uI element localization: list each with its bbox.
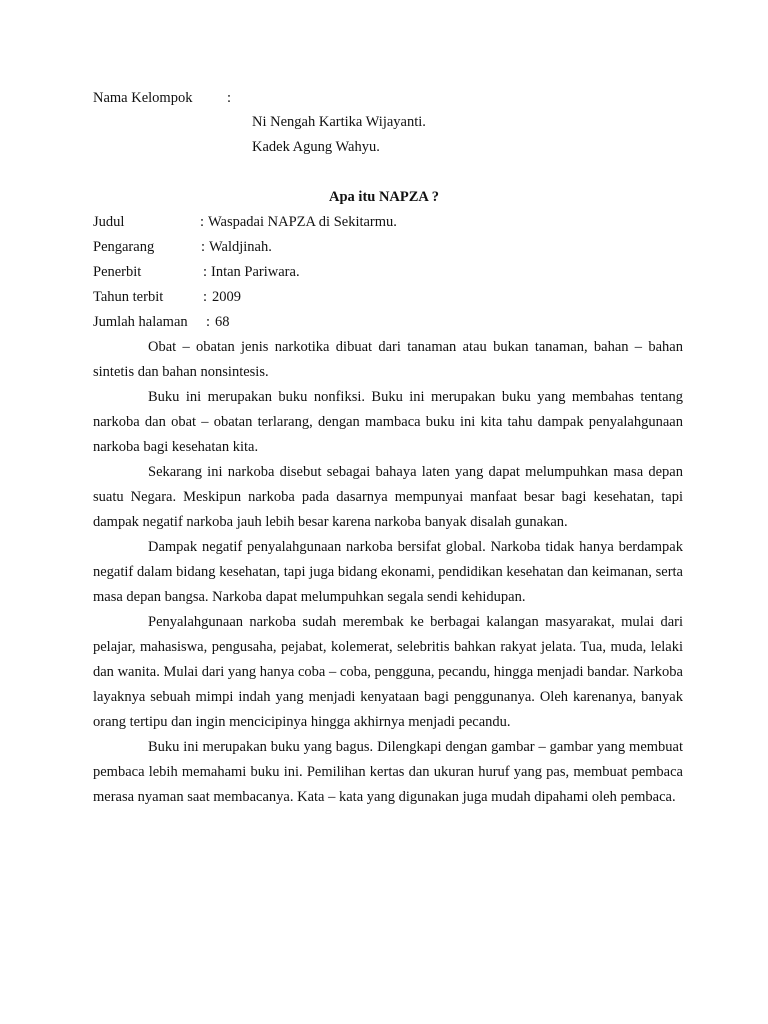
info-label-judul: Judul: [93, 214, 125, 230]
info-value-penerbit: Intan Pariwara.: [211, 264, 300, 280]
info-sep: :: [201, 239, 206, 255]
info-sep: :: [200, 214, 205, 230]
group-label: Nama Kelompok: [93, 90, 193, 106]
info-sep: :: [206, 314, 211, 330]
paragraph: Penyalahgunaan narkoba sudah merembak ke berbagai kalangan masyarakat, mulai dari pelajar, mahasiswa, pengusaha, pejabat, kolemerat, selebritis bahkan rakyat jelata. Tua, muda, lelaki dan wanita. Mulai dari yang hanya coba – coba, pengguna, pecandu, hingga menjadi bandar. Narkoba layaknya sebuah mimpi indah yang menjadi kenyataan bagi penggunanya. Oleh karenanya, banyak orang tertipu dan ingin mencicipinya hingga akhirnya menjadi pecandu.: [93, 614, 683, 730]
paragraph: Obat – obatan jenis narkotika dibuat dari tanaman atau bukan tanaman, bahan – bahan sintetis dan bahan nonsintesis.: [93, 339, 683, 380]
info-label-tahun-terbit: Tahun terbit: [93, 289, 164, 305]
info-value-tahun-terbit: 2009: [212, 289, 241, 305]
paragraph: Sekarang ini narkoba disebut sebagai bahaya laten yang dapat melumpuhkan masa depan suatu Negara. Meskipun narkoba pada dasarnya mempunyai manfaat besar bagi kesehatan, tapi dampak negatif narkoba jauh lebih besar karena narkoba banyak disalah gunakan.: [93, 464, 683, 530]
document-title: Apa itu NAPZA ?: [329, 189, 439, 205]
paragraph: Dampak negatif penyalahgunaan narkoba bersifat global. Narkoba tidak hanya berdampak negatif dalam bidang kesehatan, tapi juga bidang ekonami, pendidikan kesehatan dan keimanan, serta masa depan bangsa. Narkoba dapat melumpuhkan segala sendi kehidupan.: [93, 539, 683, 605]
paragraph: Buku ini merupakan buku nonfiksi. Buku ini merupakan buku yang membahas tentang narkoba dan obat – obatan terlarang, dengan mambaca buku ini kita tahu dampak penyalahgunaan narkoba bagi kesehatan kita.: [93, 389, 683, 455]
info-value-pengarang: Waldjinah.: [209, 239, 272, 255]
info-value-judul: Waspadai NAPZA di Sekitarmu.: [208, 214, 397, 230]
group-member: Kadek Agung Wahyu.: [252, 139, 380, 155]
info-sep: :: [203, 289, 208, 305]
group-member: Ni Nengah Kartika Wijayanti.: [252, 114, 426, 130]
info-label-jumlah-halaman: Jumlah halaman: [93, 314, 188, 330]
info-value-jumlah-halaman: 68: [215, 314, 230, 330]
info-label-pengarang: Pengarang: [93, 239, 155, 255]
info-sep: :: [203, 264, 208, 280]
group-colon: :: [227, 90, 232, 106]
paragraph: Buku ini merupakan buku yang bagus. Dilengkapi dengan gambar – gambar yang membuat pembaca lebih memahami buku ini. Pemilihan kertas dan ukuran huruf yang pas, membuat pembaca merasa nyaman saat membacanya. Kata – kata yang digunakan juga mudah dipahami oleh pembaca.: [93, 739, 683, 805]
body-text: [93, 335, 683, 810]
info-label-penerbit: Penerbit: [93, 264, 142, 280]
